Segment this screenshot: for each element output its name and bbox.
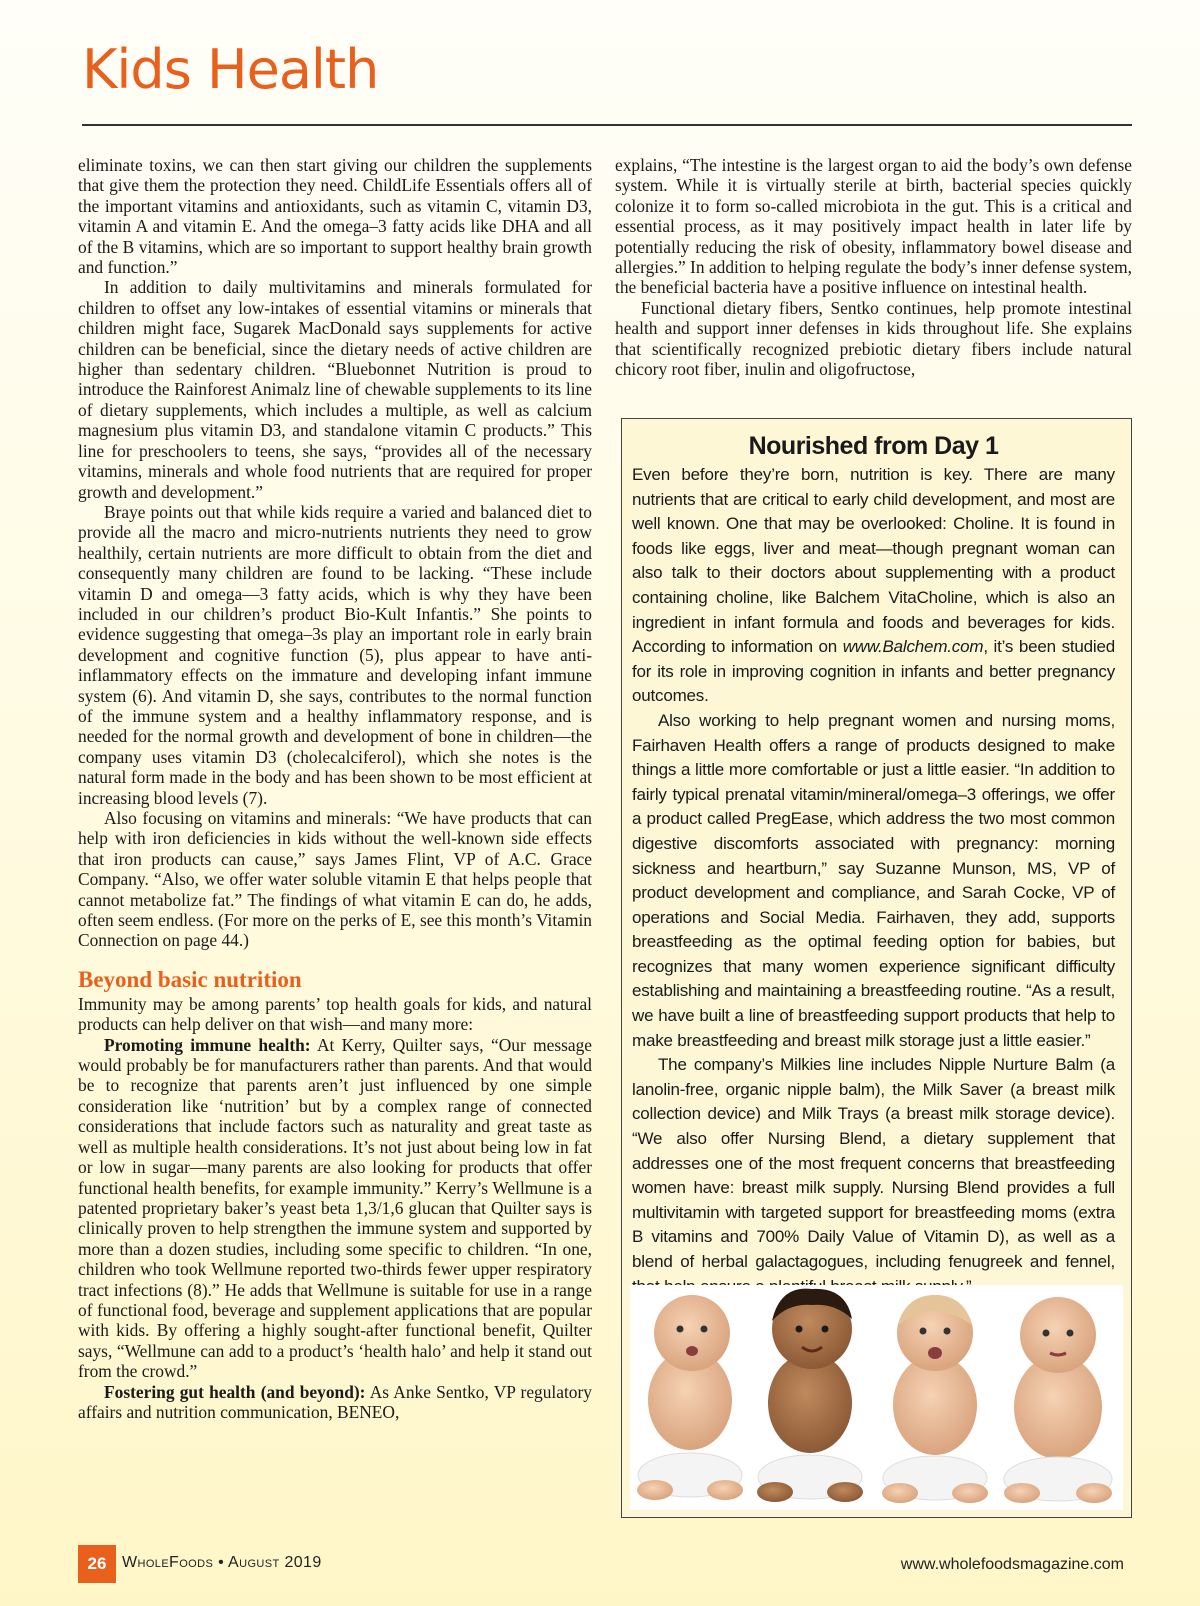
- left-paragraph-5: Immunity may be among parents’ top health goals for kids, and natural products can help deliver on that wish—and many more:: [78, 993, 592, 1035]
- left-column: [78, 155, 592, 1515]
- right-paragraph-2: Functional dietary fibers, Sentko continues, help promote intestinal health and support inner defenses in kids throughout life. She explains that scientifically recognized prebiotic dietary fibers include natural chicory root fiber, inulin and oligofructose,: [615, 297, 1132, 380]
- sidebar-title: Nourished from Day 1: [748, 432, 999, 460]
- left-paragraph-3: Braye points out that while kids require a varied and balanced diet to provide all the macro and micro-nutrients nutrients they need to grow healthily, certain nutrients are more difficult to obtain from the diet and consequently many children are found to be lacking. “These include vitamin D and omega—3 fatty acids, which is why they have been included in our children’s product Bio-Kult Infantis.” She points to evidence suggesting that omega–3s play an important role in early brain development and cognitive function (5), plus appear to have anti-inflammatory effects on the immature and developing infant immune system (6). And vitamin D, she says, contributes to the normal function of the immune system and a healthy inflammatory response, and is needed for the normal growth and development of bone in children—the company uses vitamin D3 (cholecalciferol), which she notes is the natural form made in the body and has been shown to be most efficient at increasing blood levels (7).: [78, 501, 592, 808]
- section-title: Kids Health: [82, 38, 379, 101]
- balchem-link[interactable]: www.Balchem.com: [842, 637, 984, 657]
- right-column: [615, 155, 1132, 405]
- babies-photo: [630, 1285, 1123, 1510]
- left-paragraph-4: Also focusing on vitamins and minerals: “We have products that can help with iron deficiencies in kids without the well-known side effects that iron products can cause,” says James Flint, VP of A.C. Grace Company. “Also, we offer water soluble vitamin E that helps people that cannot metabolize fat.” The findings of what vitamin E can do, he adds, often seem endless. (For more on the perks of E, see this month’s Vitamin Connection on page 44.): [78, 808, 592, 951]
- baby-2: [757, 1289, 863, 1502]
- right-paragraph-1: explains, “The intestine is the largest organ to aid the body’s own defense system. While it is virtually sterile at birth, bacterial species quickly colonize it to form so-called microbiota in the gut. This is a critical and essential process, as it may positively impact health in later life by potentially reducing the risk of obesity, inflammatory bowel disease and allergies.” In addition to helping regulate the body’s inner defense system, the beneficial bacteria have a positive influence on intestinal health.: [615, 155, 1132, 298]
- lead-promoting-immune-health: Promoting immune health:: [104, 1034, 311, 1055]
- magazine-url[interactable]: www.wholefoodsmagazine.com: [900, 1556, 1124, 1573]
- sidebar-paragraph-1-b: , it’s been studied for its role in improving cognition in infants and better pregnancy outcomes.: [632, 637, 1116, 706]
- left-paragraph-1: eliminate toxins, we can then start giving our children the supplements that give them the protection they need. ChildLife Essentials offers all of the important vitamins and antioxidants, such as vitamin C, vitamin D3, vitamin A and vitamin E. And the omega–3 fatty acids like DHA and all of the B vitamins, which are so important to support healthy brain growth and function.”: [78, 155, 592, 278]
- left-paragraph-6-text: At Kerry, Quilter says, “Our message would probably be for manufacturers rather than parents. And that would be to recognize that parents aren’t just influenced by one simple consideration like ‘nutrition’ but by a complex range of connected considerations that include factors such as naturality and great taste as well as multiple health considerations. It’s not just about being low in fat or low in sugar—many parents are also looking for products that offer functional health benefits, for example immunity.” Kerry’s Wellmune is a patented proprietary baker’s yeast beta 1,3/1,6 glucan that Quilter says is clinically proven to help strengthen the immune system and supported by more than a dozen studies, including some specific to children. “In one, children who took Wellmune reported two-thirds fewer upper respiratory tract infections (8).” He adds that Wellmune is suitable for use in a range of functional food, beverage and supplement applications that are popular with kids. By offering a highly sought-after functional benefit, Quilter says, “Wellmune can add to a product’s ‘health halo’ and help it stand out from the crowd.”: [78, 1034, 592, 1382]
- sidebar-paragraph-1: [632, 463, 1115, 709]
- sidebar-paragraph-2: Also working to help pregnant women and nursing moms, Fairhaven Health offers a range of products designed to make things a little more comfortable or just a little easier. “In addition to fairly typical prenatal vitamin/mineral/omega–3 offerings, we offer a product called PregEase, which address the two most common digestive discomforts associated with pregnancy: morning sickness and heartburn,” say Suzanne Munson, MS, VP of product development and compliance, and Sarah Cocke, VP of operations and Social Media. Fairhaven, they add, supports breastfeeding as the optimal feeding option for babies, but recognizes that many women experience significant difficulty establishing and maintaining a breastfeeding routine. “As a result, we have built a line of breastfeeding support products that help to make breastfeeding and breast milk storage just a little easier.”: [632, 710, 1115, 1050]
- header-divider: [82, 124, 1132, 126]
- heading-beyond-basic-nutrition: Beyond basic nutrition: [78, 966, 302, 992]
- baby-3: [882, 1295, 988, 1503]
- left-paragraph-7-text: As Anke Sentko, VP regulatory affairs and nutrition communication, BENEO,: [78, 1381, 592, 1422]
- sidebar-paragraph-3: The company’s Milkies line includes Nipple Nurture Balm (a lanolin-free, organic nipple balm), the Milk Saver (a breast milk collection device) and Milk Trays (a breast milk storage device). “We also offer Nursing Blend, a dietary supplement that addresses one of the most frequent concerns that breastfeeding women have: breast milk supply. Nursing Blend provides a full multivitamin with targeted support for breastfeeding moms (extra B vitamins and 700% Daily Value of Vitamin D), as well as a blend of herbal galactagogues, including fenugreek and fennel,: [632, 1055, 1115, 1271]
- page-number-badge: 26: [78, 1545, 116, 1583]
- left-paragraph-6: [78, 1035, 592, 1382]
- magazine-issue: WholeFoods • August 2019: [122, 1554, 322, 1571]
- left-paragraph-2: In addition to daily multivitamins and minerals formulated for children to offset any low-intakes of essential vitamins or minerals that children might face, Sugarek MacDonald says supplements for active children can be beneficial, since the dietary needs of active children are higher than sedentary children. “Bluebonnet Nutrition is proud to introduce the Rainforest Animalz line of chewable supplements to its line of dietary supplements, which includes a multiple, as well as calcium magnesium plus vitamin D3, and standalone vitamin C products.” This line for preschoolers to teens, she says, “provides all of the necessary vitamins, minerals and whole food nutrients that are required for proper growth and development.”: [78, 277, 592, 502]
- lead-fostering-gut-health: Fostering gut health (and beyond):: [104, 1381, 366, 1402]
- left-paragraph-7: [78, 1382, 592, 1423]
- sidebar-paragraph-1-a: Even before they’re born, nutrition is key. There are many nutrients that are critical to early child development, and most are well known. One that may be overlooked: Choline. It is found in foods like eggs, liver and meat—though pregnant woman can also talk to their doctors about supplementing with a product containing choline, like Balchem VitaCholine, which is also an ingredient in infant formula and foods and beverages for kids. According to information on: [632, 465, 1115, 657]
